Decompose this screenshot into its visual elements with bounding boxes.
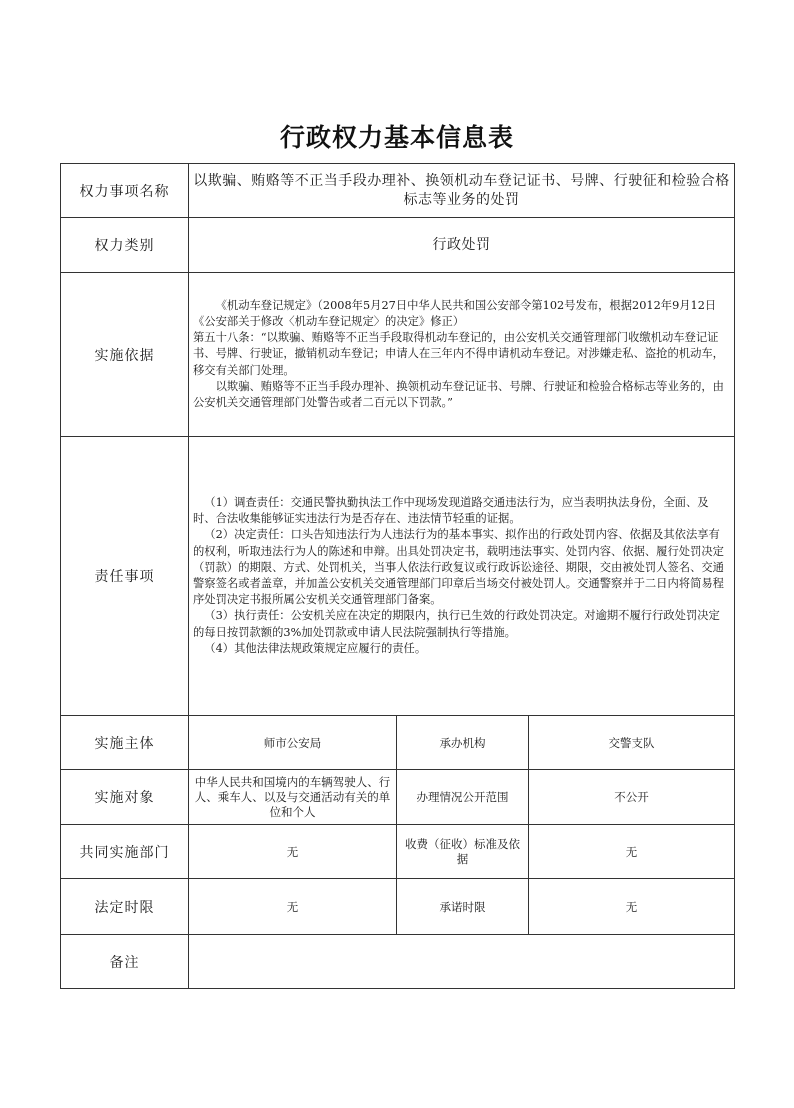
row-subject [61, 716, 735, 770]
promise-value: 无 [529, 879, 735, 935]
row-responsibility [61, 437, 735, 716]
row-deadline [61, 879, 735, 935]
subject-value: 师市公安局 [189, 716, 397, 770]
page-title: 行政权力基本信息表 [279, 123, 514, 152]
row-joint [61, 825, 735, 879]
power-name-value: 以欺骗、贿赂等不正当手段办理补、换领机动车登记证书、号牌、行驶征和检验合格标志等业务的处罚 [189, 164, 735, 218]
disclosure-value: 不公开 [529, 770, 735, 825]
subject-label: 实施主体 [61, 716, 189, 770]
fee-value: 无 [529, 825, 735, 879]
fee-label: 收费（征收）标准及依据 [397, 825, 529, 879]
power-name-label: 权力事项名称 [61, 164, 189, 218]
deadline-label: 法定时限 [61, 879, 189, 935]
basis-paragraph: 以欺骗、贿赂等不正当手段办理补、换领机动车登记证书、号牌、行驶证和检验合格标志等业务的，由公安机关交通管理部门处警告或者二百元以下罚款。” [193, 379, 724, 409]
responsibility-paragraph: （4）其他法律法规政策规定应履行的责任。 [204, 641, 427, 655]
target-label: 实施对象 [61, 770, 189, 825]
target-value: 中华人民共和国境内的车辆驾驶人、行人、乘车人、以及与交通活动有关的单位和个人 [189, 770, 397, 825]
deadline-value: 无 [189, 879, 397, 935]
power-type-value: 行政处罚 [189, 218, 735, 273]
row-power-type [61, 218, 735, 273]
info-table [60, 163, 735, 989]
joint-label: 共同实施部门 [61, 825, 189, 879]
responsibility-content [189, 437, 735, 716]
promise-label: 承诺时限 [397, 879, 529, 935]
responsibility-paragraph: （2）决定责任：口头告知违法行为人违法行为的基本事实、拟作出的行政处罚内容、依据及其依法享有的权利，听取违法行为人的陈述和申辩。出具处罚决定书，载明违法事实、处罚内容、依据、履行处罚决定（罚款）的期限、方式、处罚机关，当事人依法行政复议或行政诉讼途径、期限，交由被处罚人签名、交通警察签名或者盖章，并加盖公安机关交通管理部门印章后当场交付被处罚人。交通警察并于二日内将简易程序处罚决定书报所属公安机关交通管理部门备案。 [193, 528, 724, 607]
row-remarks [61, 935, 735, 989]
basis-paragraph: 《机动车登记规定》（2008年5月27日中华人民共和国公安部令第102号发布，根据2012年9月12日《公安部关于修改〈机动车登记规定〉的决定》修正） [193, 298, 717, 328]
row-target [61, 770, 735, 825]
basis-paragraph: 第五十八条：“以欺骗、贿赂等不正当手段取得机动车登记的，由公安机关交通管理部门收缴机动车登记证书、号牌、行驶证，撤销机动车登记；申请人在三年内不得申请机动车登记。对涉嫌走私、盗抢的机动车，移交有关部门处理。 [193, 331, 724, 377]
remarks-label: 备注 [61, 935, 189, 989]
basis-label: 实施依据 [61, 273, 189, 437]
remarks-value [189, 935, 735, 989]
responsibility-paragraph: （1）调查责任：交通民警执勤执法工作中现场发现道路交通违法行为，应当表明执法身份，全面、及时、合法收集能够证实违法行为是否存在、违法情节轻重的证据。 [193, 495, 709, 526]
basis-content [189, 273, 735, 437]
joint-value: 无 [189, 825, 397, 879]
responsibility-label: 责任事项 [61, 437, 189, 716]
power-type-label: 权力类别 [61, 218, 189, 273]
agency-label: 承办机构 [397, 716, 529, 770]
responsibility-paragraph: （3）执行责任：公安机关应在决定的期限内，执行已生效的行政处罚决定。对逾期不履行行政处罚决定的每日按罚款额的3%加处罚款或申请人民法院强制执行等措施。 [193, 609, 720, 639]
row-basis [61, 273, 735, 437]
disclosure-label: 办理情况公开范围 [397, 770, 529, 825]
agency-value: 交警支队 [529, 716, 735, 770]
row-power-name [61, 164, 735, 218]
